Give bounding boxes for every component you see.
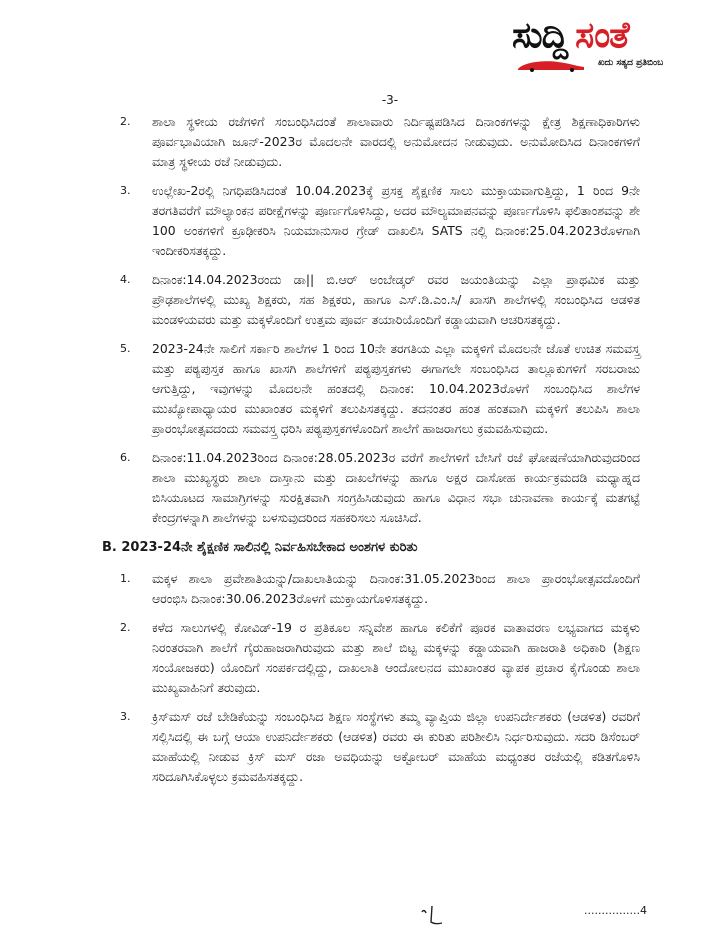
item-text: ಮಕ್ಕಳ ಶಾಲಾ ಪ್ರವೇಶಾತಿಯನ್ನು/ದಾಖಲಾತಿಯನ್ನು ದಿನಾಂಕ:31.05.2023ರಿಂದ ಶಾಲಾ ಪ್ರಾರಂಭೋತ್ಸವದೊಂದಿಗೆ ಆರಂಭಿಸಿ ದಿನಾಂಕ:30.06.2023ರೊಳಗೆ ಮುಕ್ತಾಯಗೊಳಿಸತಕ್ಕದ್ದು. [152, 571, 640, 606]
logo-wordmark [512, 14, 629, 58]
item-number: 6. [120, 451, 131, 464]
document-body [102, 112, 640, 796]
signature-mark [420, 904, 444, 926]
item-number: 4. [120, 273, 131, 286]
list-item [120, 112, 640, 172]
sudhi-sante-logo [512, 14, 712, 76]
list-item [120, 618, 640, 698]
logo-tagline: ಖದು ಸತ್ಯದ ಪ್ರತಿಬಿಂಬ [598, 58, 664, 68]
car-icon [514, 58, 594, 72]
item-text: ದಿನಾಂಕ:14.04.2023ರಂದು ಡಾ|| ಬಿ.ಆರ್ ಅಂಬೇಡ್ಕರ್ ರವರ ಜಯಂತಿಯನ್ನು ಎಲ್ಲಾ ಪ್ರಾಥಮಿಕ ಮತ್ತು ಪ್ರೌಢಶಾಲೆಗಳಲ್ಲಿ ಮುಖ್ಯ ಶಿಕ್ಷಕರು, ಸಹ ಶಿಕ್ಷಕರು, ಹಾಗೂ ಎಸ್.ಡಿ.ಎಂ.ಸಿ/ ಖಾಸಗಿ ಶಾಲೆಗಳಲ್ಲಿ ಸಂಬಂಧಿಸಿದ ಆಡಳಿತ ಮಂಡಳಿಯವರು ಮತ್ತು ಮಕ್ಕಳೊಂದಿಗೆ ಉತ್ತಮ ಪೂರ್ವ ತಯಾರಿಯೊಂದಿಗೆ ಕಡ್ಡಾಯವಾಗಿ ಆಚರಿಸತಕ್ಕದ್ದು. [152, 272, 640, 327]
item-list-part-1 [120, 112, 640, 528]
item-number: 5. [120, 342, 131, 355]
section-heading-b: B. 2023-24ನೇ ಶೈಕ್ಷಣಿಕ ಸಾಲಿನಲ್ಲಿ ನಿರ್ವಹಿಸಬೇಕಾದ ಅಂಶಗಳ ಕುರಿತು [102, 540, 418, 555]
item-text: ಕ್ರಿಸ್‌ಮಸ್ ರಜೆ ಬೇಡಿಕೆಯನ್ನು ಸಂಬಂಧಿಸಿದ ಶಿಕ್ಷಣ ಸಂಸ್ಥೆಗಳು ತಮ್ಮ ವ್ಯಾಪ್ತಿಯ ಜಿಲ್ಲಾ ಉಪನಿರ್ದೇಶಕರು (ಆಡಳಿತ) ರವರಿಗೆ ಸಲ್ಲಿಸಿದಲ್ಲಿ ಈ ಬಗ್ಗೆ ಆಯಾ ಉಪನಿರ್ದೇಶಕರು (ಆಡಳಿತ) ರವರು ಈ ಕುರಿತು ಪರಿಶೀಲಿಸಿ ನಿರ್ಧರಿಸುವುದು. ಸದರಿ ಡಿಸೆಂಬರ್ ಮಾಹೆಯಲ್ಲಿ ನೀಡುವ ಕ್ರಿಸ್ ಮಸ್ ರಜಾ ಅವಧಿಯನ್ನು ಅಕ್ಟೋಬರ್ ಮಾಹೆಯ ಮಧ್ಯಂತರ ರಜೆಯಲ್ಲಿ ಕಡಿತಗೊಳಿಸಿ ಸರಿದೂಗಿಸಿಕೊಳ್ಳಲು ಕ್ರಮವಹಿಸತಕ್ಕದ್ದು. [152, 709, 640, 784]
item-number: 1. [120, 572, 131, 585]
item-text: ಉಲ್ಲೇಖ-2ರಲ್ಲಿ ನಿಗಧಿಪಡಿಸಿದಂತೆ 10.04.2023ಕ್ಕೆ ಪ್ರಸಕ್ತ ಶೈಕ್ಷಣಿಕ ಸಾಲು ಮುಕ್ತಾಯವಾಗುತ್ತಿದ್ದು, 1 ರಿಂದ 9ನೇ ತರಗತಿವರೆಗೆ ಮೌಲ್ಯಾಂಕನ ಪರೀಕ್ಷೆಗಳನ್ನು ಪೂರ್ಣಗೊಳಿಸಿದ್ದು, ಅದರ ಮೌಲ್ಯಮಾಪನವನ್ನು ಪೂರ್ಣಗೊಳಿಸಿ ಫಲಿತಾಂಶವನ್ನು ಶೇ 100 ಅಂಕಗಳಿಗೆ ಕ್ರೂಢೀಕರಿಸಿ ನಿಯಮಾನುಸಾರ ಗ್ರೇಡ್ ದಾಖಲಿಸಿ SATS ನಲ್ಲಿ ದಿನಾಂಕ:25.04.2023ರೊಳಗಾಗಿ ಇಂದೀಕರಿಸತಕ್ಕದ್ದು. [152, 183, 640, 258]
item-number: 3. [120, 184, 131, 197]
item-text: 2023-24ನೇ ಸಾಲಿಗೆ ಸರ್ಕಾರಿ ಶಾಲೆಗಳ 1 ರಿಂದ 10ನೇ ತರಗತಿಯ ಎಲ್ಲಾ ಮಕ್ಕಳಿಗೆ ಮೊದಲನೇ ಜೊತೆ ಉಚಿತ ಸಮವಸ್ತ್ರ ಮತ್ತು ಪಠ್ಯಪುಸ್ತಕ ಹಾಗೂ ಖಾಸಗಿ ಶಾಲೆಗಳಿಗೆ ಪಠ್ಯಪುಸ್ತಕಗಳು ಈಗಾಗಲೇ ಸಂಬಂಧಿಸಿದ ತಾಲ್ಲೂಕುಗಳಿಗೆ ಸರಬರಾಜು ಆಗುತ್ತಿದ್ದು, ಇವುಗಳನ್ನು ಮೊದಲನೇ ಹಂತದಲ್ಲಿ ದಿನಾಂಕ: 10.04.2023ರೊಳಗೆ ಸಂಬಂಧಿಸಿದ ಶಾಲೆಗಳ ಮುಖ್ಯೋಪಾಧ್ಯಾಯರ ಮುಖಾಂತರ ಮಕ್ಕಳಿಗೆ ತಲುಪಿಸತಕ್ಕದ್ದು. ತದನಂತರ ಹಂತ ಹಂತವಾಗಿ ಮಕ್ಕಳಿಗೆ ತಲುಪಿಸಿ ಶಾಲಾ ಪ್ರಾರಂಭೋತ್ಸವದಂದು ಸಮವಸ್ತ್ರ ಧರಿಸಿ ಪಠ್ಯಪುಸ್ತಕಗಳೊಂದಿಗೆ ಶಾಲೆಗೆ ಹಾಜರಾಗಲು ಕ್ರಮವಹಿಸುವುದು. [152, 341, 640, 436]
list-item [120, 569, 640, 609]
list-item [120, 339, 640, 439]
item-number: 3. [120, 710, 131, 723]
page-number: -3- [381, 93, 399, 107]
list-item [120, 707, 640, 787]
item-list-part-2 [120, 569, 640, 787]
item-text: ಶಾಲಾ ಸ್ಥಳೀಯ ರಜೆಗಳಿಗೆ ಸಂಬಂಧಿಸಿದಂತೆ ಶಾಲಾವಾರು ನಿರ್ದಿಷ್ಟಪಡಿಸಿದ ದಿನಾಂಕಗಳನ್ನು ಕ್ಷೇತ್ರ ಶಿಕ್ಷಣಾಧಿಕಾರಿಗಳು ಪೂರ್ವಭಾವಿಯಾಗಿ ಜೂನ್-2023ರ ಮೊದಲನೇ ವಾರದಲ್ಲಿ ಅನುಮೋದನ ನೀಡುವುದು. ಅನುಮೋದಿಸಿದ ದಿನಾಂಕಗಳಿಗೆ ಮಾತ್ರ ಸ್ಥಳೀಯ ರಜೆ ನೀಡುವುದು. [152, 114, 640, 169]
list-item [120, 270, 640, 330]
item-number: 2. [120, 621, 131, 634]
logo-word-2: ಸಂತೆ [575, 15, 629, 56]
item-text: ಕಳೆದ ಸಾಲುಗಳಲ್ಲಿ ಕೋವಿಡ್-19 ರ ಪ್ರತಿಕೂಲ ಸನ್ನಿವೇಶ ಹಾಗೂ ಕಲಿಕೆಗೆ ಪೂರಕ ವಾತಾವರಣ ಲಭ್ಯವಾಗದ ಮಕ್ಕಳು ನಿರಂತರವಾಗಿ ಶಾಲೆಗೆ ಗೈರುಹಾಜರಾಗಿರುವುದು ಮತ್ತು ಶಾಲೆ ಬಿಟ್ಟ ಮಕ್ಕಳನ್ನು ಕಡ್ಡಾಯವಾಗಿ ಹಾಜರಾತಿ ಅಧಿಕಾರಿ (ಶಿಕ್ಷಣ ಸಂಯೋಜಕರು) ಯೊಂದಿಗೆ ಸಂಪರ್ಕದಲ್ಲಿದ್ದು, ದಾಖಲಾತಿ ಆಂದೋಲನದ ಮುಖಾಂತರ ವ್ಯಾಪಕ ಪ್ರಚಾರ ಕೈಗೊಂಡು ಶಾಲಾ ಮುಖ್ಯವಾಹಿನಿಗೆ ತರುವುದು. [152, 620, 640, 695]
continuation-marker: ................4 [584, 904, 647, 917]
list-item [120, 448, 640, 528]
logo-word-1: ಸುದ್ದಿ [512, 15, 568, 56]
item-number: 2. [120, 115, 131, 128]
item-text: ದಿನಾಂಕ:11.04.2023ರಿಂದ ದಿನಾಂಕ:28.05.2023ರ ವರೆಗೆ ಶಾಲೆಗಳಿಗೆ ಬೇಸಿಗೆ ರಜೆ ಘೋಷಣೆಯಾಗಿರುವುದರಿಂದ ಶಾಲಾ ಮುಖ್ಯಸ್ಥರು ಶಾಲಾ ದಾಸ್ತಾನು ಮತ್ತು ದಾಖಲೆಗಳನ್ನು ಹಾಗೂ ಅಕ್ಷರ ದಾಸೋಹ ಕಾರ್ಯಕ್ರಮದಡಿ ಮಧ್ಯಾಹ್ನದ ಬಿಸಿಯೂಟದ ಸಾಮಾಗ್ರಿಗಳನ್ನು ಸುರಕ್ಷಿತವಾಗಿ ಸಂಗ್ರಹಿಸಿಡುವುದು ಹಾಗೂ ವಿಧಾನ ಸಭಾ ಚುನಾವಣಾ ಕಾರ್ಯಕ್ಕೆ ಮತಗಟ್ಟೆ ಕೇಂದ್ರಗಳನ್ನಾಗಿ ಶಾಲೆಗಳನ್ನು ಬಳಸುವುದರಿಂದ ಸಹಕರಿಸಲು ಸೂಚಿಸಿದೆ. [152, 450, 640, 525]
list-item [120, 181, 640, 261]
